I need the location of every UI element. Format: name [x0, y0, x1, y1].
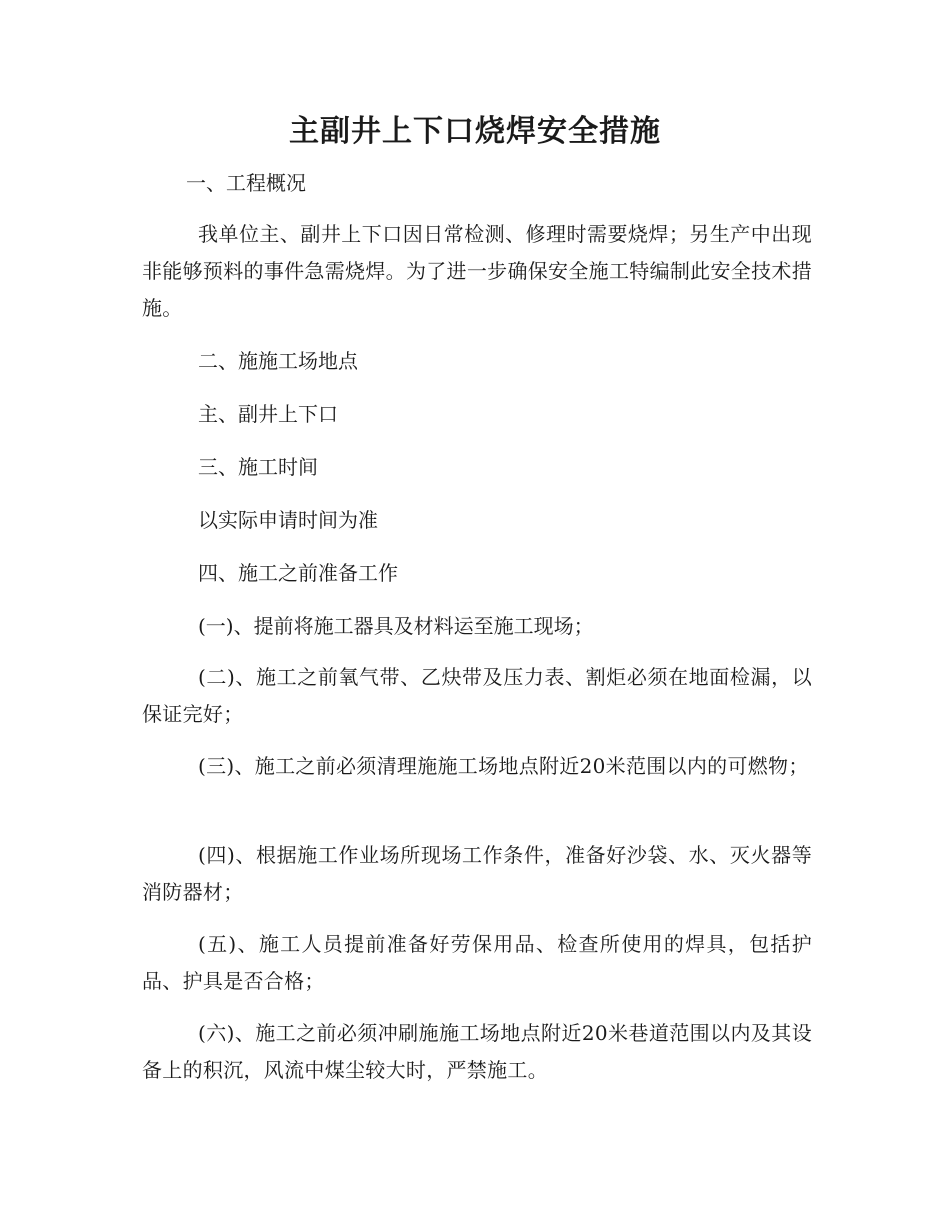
section-heading-time: 三、施工时间 — [198, 455, 318, 479]
list-item: (二)、施工之前氧气带、乙炔带及压力表、割炬必须在地面检漏，以保证完好； — [142, 665, 812, 726]
document-title: 主副井上下口烧焊安全措施 — [289, 114, 661, 149]
location-text: 主、副井上下口 — [198, 402, 338, 426]
section-heading-preparation: 四、施工之前准备工作 — [198, 561, 398, 585]
section-heading-overview: 一、工程概况 — [186, 171, 306, 195]
list-item: (五)、施工人员提前准备好劳保用品、检查所使用的焊具，包括护品、护具是否合格； — [142, 932, 812, 993]
list-item: (一)、提前将施工器具及材料运至施工现场； — [198, 614, 594, 638]
section-heading-location: 二、施施工场地点 — [198, 349, 358, 373]
list-item: (四)、根据施工作业场所现场工作条件，准备好沙袋、水、灭火器等消防器材； — [142, 843, 812, 904]
time-text: 以实际申请时间为准 — [198, 508, 378, 532]
overview-paragraph: 我单位主、副井上下口因日常检测、修理时需要烧焊；另生产中出现非能够预料的事件急需烧焊。为了进一步确保安全施工特编制此安全技术措施。 — [142, 222, 812, 320]
list-item: (六)、施工之前必须冲刷施施工场地点附近20米巷道范围以内及其设备上的积沉，风流中煤尘较大时，严禁施工。 — [142, 1021, 812, 1082]
list-item: (三)、施工之前必须清理施施工场地点附近20米范围以内的可燃物； — [198, 754, 809, 778]
